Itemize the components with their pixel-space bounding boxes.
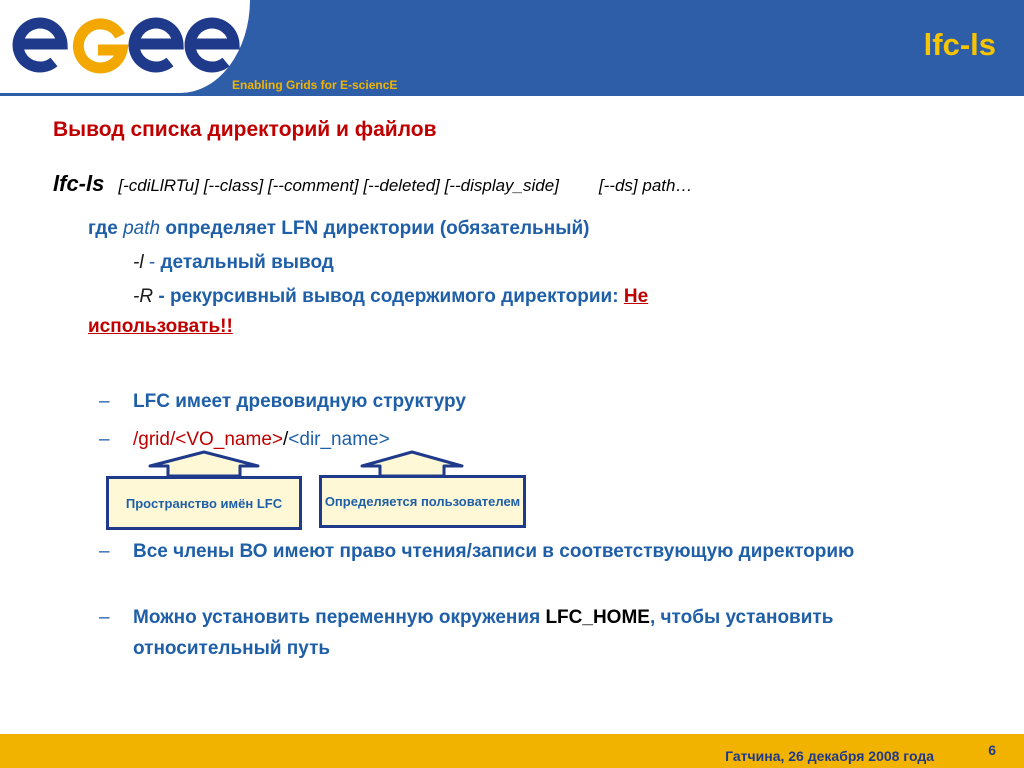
option-l-flag: -l <box>133 252 144 273</box>
option-l-text: детальный вывод <box>160 252 334 273</box>
command-name: lfc-ls <box>53 171 105 196</box>
bullet-path: – /grid/<VO_name>/<dir_name> <box>99 424 979 455</box>
section-heading: Вывод списка директорий и файлов <box>53 118 437 141</box>
path-grid: /grid/ <box>133 429 176 450</box>
env-suffix: , чтобы установить относительный путь <box>133 607 834 659</box>
footer-text: Гатчина, 26 декабря 2008 года <box>725 748 934 764</box>
footer-bar <box>0 734 1024 768</box>
callout-user-defined <box>319 475 526 528</box>
bullet-env: – Можно установить переменную окружения LFC_HOME, чтобы установить относительный путь <box>99 602 979 664</box>
page-number: 6 <box>988 742 996 758</box>
callout-namespace-text: Пространство имён LFC <box>125 495 283 511</box>
bullet-tree: – LFC имеет древовидную структуру <box>99 386 979 417</box>
slide-title: lfc-ls <box>923 27 996 62</box>
path-prefix: где <box>88 218 124 239</box>
option-r-flag: -R <box>133 286 154 307</box>
command-options: [-cdiLlRTu] [--class] [--comment] [--deleted] [--display_side] <box>118 176 559 195</box>
path-dir: <dir_name> <box>288 429 390 450</box>
bullet-env-text <box>133 602 979 664</box>
path-text: определяет LFN директории (обязательный) <box>160 218 590 239</box>
env-var: LFC_HOME <box>545 607 650 628</box>
tagline: Enabling Grids for E-sciencE <box>232 78 398 92</box>
path-slash: / <box>283 429 289 450</box>
option-r-warning-1: Не <box>623 286 649 307</box>
option-l-sep: - <box>143 252 161 273</box>
bullet-members: – Все члены ВО имеют право чтения/записи в соответствующую директорию <box>99 536 979 567</box>
callout-namespace <box>106 476 302 530</box>
option-r-warning-2: использовать!! <box>88 316 233 337</box>
option-r-text: - рекурсивный вывод содержимого директории: <box>153 286 624 307</box>
command-options-tail: [--ds] path… <box>598 176 693 195</box>
env-prefix: Можно установить переменную окружения <box>133 607 546 628</box>
callout-user-defined-text: Определяется пользователем <box>324 494 521 509</box>
path-word: path <box>123 218 161 239</box>
bullet-tree-text: LFC имеет древовидную структуру <box>133 391 466 412</box>
bullet-members-text: Все члены ВО имеют право чтения/записи в соответствующую директорию <box>133 541 855 562</box>
path-vo: <VO_name> <box>175 429 283 450</box>
